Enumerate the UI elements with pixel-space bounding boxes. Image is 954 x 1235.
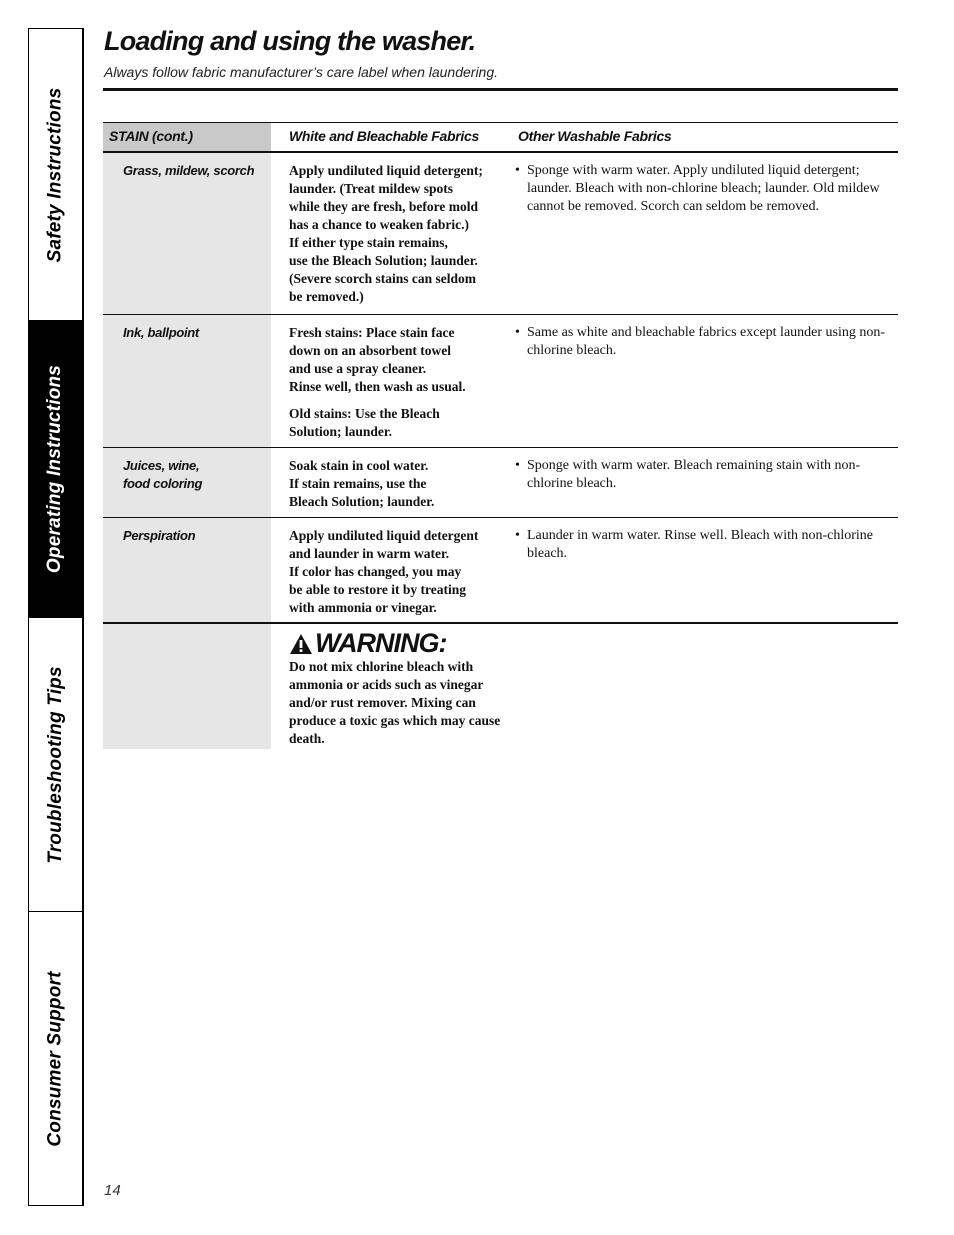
list-item	[515, 324, 890, 360]
tab-label: Consumer Support	[44, 970, 66, 1147]
white-instructions: Soak stain in cool water. If stain remains, use the Bleach Solution; launder.	[289, 458, 435, 509]
other-fabrics-cell	[515, 324, 890, 360]
list-item	[515, 162, 890, 216]
stain-name: Grass, mildew, scorch	[123, 163, 255, 178]
header-cell-other	[518, 123, 671, 146]
warning-heading	[289, 628, 446, 659]
header-label: STAIN (cont.)	[109, 128, 193, 144]
stain-table	[103, 122, 898, 749]
stain-name: Perspiration	[123, 528, 196, 543]
white-fabrics-cell	[289, 457, 509, 511]
table-row	[103, 518, 898, 622]
tab-label: Safety Instructions	[44, 87, 66, 262]
other-instructions: Sponge with warm water. Bleach remaining stain with non-chlorine bleach.	[527, 458, 861, 491]
bullet-icon: •	[515, 163, 520, 178]
other-fabrics-cell	[515, 457, 890, 493]
white-fabrics-cell	[289, 324, 509, 441]
page-title: Loading and using the washer.	[104, 26, 476, 56]
tab-troubleshooting-tips[interactable]	[29, 618, 82, 912]
header-label: White and Bleachable Fabrics	[289, 128, 479, 144]
stain-cell	[103, 448, 271, 517]
stain-name: Juices, wine, food coloring	[123, 458, 203, 491]
white-instructions: Old stains: Use the Bleach Solution; launder.	[289, 406, 440, 439]
table-row	[103, 448, 898, 518]
white-instructions: Apply undiluted liquid detergent; launder. (Treat mildew spots while they are fresh, before mold has a chance to weaken fabric.) If either type stain remains, use the Bleach Solution; launder. (Severe scorch stains can seldom be removed.)	[289, 163, 483, 304]
page-number: 14	[104, 1182, 121, 1199]
stain-cell	[103, 518, 271, 622]
tab-safety-instructions[interactable]	[29, 29, 82, 321]
header-label: Other Washable Fabrics	[518, 128, 672, 144]
bullet-icon: •	[515, 528, 520, 543]
table-row	[103, 315, 898, 448]
stain-cell	[103, 624, 271, 749]
header-cell-white	[289, 123, 479, 146]
other-fabrics-cell	[515, 162, 890, 216]
white-instructions: Apply undiluted liquid detergent and launder in warm water. If color has changed, you may be able to restore it by treating with ammonia or vinegar.	[289, 528, 479, 615]
white-instructions: Fresh stains: Place stain face down on an absorbent towel and use a spray cleaner. Rinse well, then wash as usual.	[289, 325, 466, 394]
stain-cell	[103, 315, 271, 447]
tab-operating-instructions[interactable]	[29, 321, 82, 618]
bullet-icon: •	[515, 458, 520, 473]
white-fabrics-cell	[289, 162, 509, 306]
warning-row	[103, 622, 898, 749]
tab-label: Operating Instructions	[44, 364, 66, 574]
list-item	[515, 527, 890, 563]
stain-name: Ink, ballpoint	[123, 325, 199, 340]
other-fabrics-cell	[515, 527, 890, 563]
page-subtitle: Always follow fabric manufacturer’s care label when laundering.	[104, 64, 499, 80]
header-cell-stain	[103, 123, 271, 151]
side-tabs	[28, 28, 84, 1206]
tab-label: Troubleshooting Tips	[44, 665, 66, 864]
table-row	[103, 153, 898, 315]
tab-consumer-support[interactable]	[29, 912, 82, 1205]
list-item	[515, 457, 890, 493]
warning-text: Do not mix chlorine bleach with ammonia or acids such as vinegar and/or rust remover. Mixing can produce a toxic gas which may cause death.	[289, 659, 501, 746]
bullet-icon: •	[515, 325, 520, 340]
white-fabrics-cell	[289, 527, 509, 617]
warning-triangle-icon	[289, 633, 313, 655]
table-header	[103, 122, 898, 153]
other-instructions: Same as white and bleachable fabrics except launder using non-chlorine bleach.	[527, 325, 886, 358]
other-instructions: Sponge with warm water. Apply undiluted liquid detergent; launder. Bleach with non-chlorine bleach; launder. Old mildew cannot be removed. Scorch can seldom be removed.	[527, 163, 880, 214]
other-instructions: Launder in warm water. Rinse well. Bleach with non-chlorine bleach.	[527, 528, 874, 561]
header-rule	[103, 88, 898, 91]
stain-cell	[103, 153, 271, 314]
warning-title: WARNING:	[315, 628, 447, 658]
